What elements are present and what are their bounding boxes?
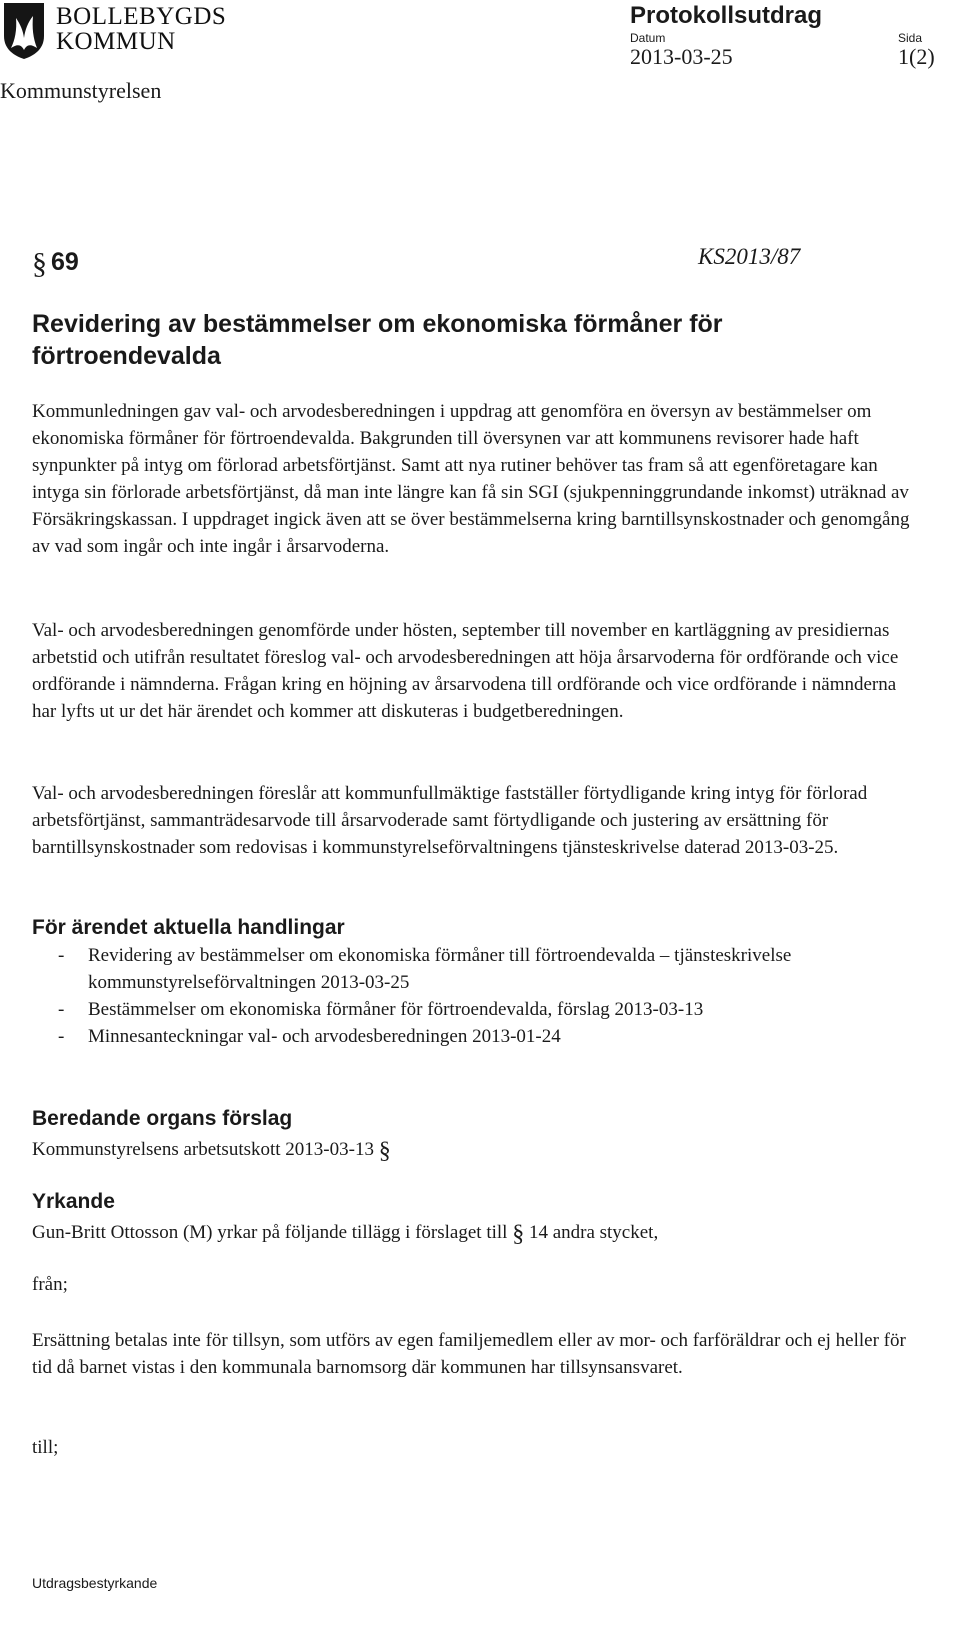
documents-list	[32, 942, 922, 1050]
department-name: Kommunstyrelsen	[0, 78, 162, 103]
section-sign: §	[32, 247, 47, 280]
case-number: KS2013/87	[698, 244, 801, 269]
section-number-value: 69	[51, 248, 79, 276]
list-bullet: -	[58, 999, 65, 1020]
claim-line	[32, 1218, 658, 1245]
logo-text-line2: KOMMUN	[56, 28, 176, 55]
municipality-logo	[0, 0, 225, 66]
municipal-shield-icon	[3, 2, 45, 60]
list-item	[32, 942, 922, 996]
paragraph-recommendation: Val- och arvodesberedningen föreslår att kommunfullmäktige fastställer förtydligande kring intyg för förlorad arbetsförtjänst, sammanträdesarvode till årsarvoderade samt förtydligande och justering av ersättning för barntillsynskostnader som redovisas i kommunstyrelseförvaltningens tjänsteskrivelse daterad 2013-03-25.	[32, 783, 868, 858]
list-item	[32, 996, 922, 1023]
to-label: till;	[32, 1437, 59, 1458]
proposal-heading: Beredande organs förslag	[32, 1107, 293, 1130]
compensation-paragraph: Ersättning betalas inte för tillsyn, som utförs av egen familjemedlem eller av mor- och farföräldrar och ej heller för tid då barnet vistas i den kommunala barnomsorg där kommunen har tillsynsansvaret.	[32, 1330, 906, 1378]
list-item-text: Bestämmelser om ekonomiska förmåner för förtroendevalda, förslag 2013-03-13	[88, 999, 704, 1020]
claim-section-sign: §	[512, 1221, 525, 1247]
list-bullet: -	[58, 945, 65, 966]
page-label: Sida	[898, 31, 923, 45]
documents-heading: För ärendet aktuella handlingar	[32, 916, 345, 939]
date-value: 2013-03-25	[630, 44, 733, 69]
section-number	[32, 244, 79, 278]
logo-text-line1: BOLLEBYGDS	[56, 3, 227, 30]
proposal-line	[32, 1135, 391, 1162]
claim-heading: Yrkande	[32, 1190, 115, 1213]
paragraph-background: Kommunledningen gav val- och arvodesberedningen i uppdrag att genomföra en översyn av bestämmelser om ekonomiska förmåner för förtroendevalda. Bakgrunden till översynen var att kommunens revisorer hade haft synpunkter på intyg om förlorad arbetsförtjänst. Samt att nya rutiner behöver tas fram så att egenföretagare kan intyga sin förlorade arbetsförtjänst, då man inte längre kan få sin SGI (sjukpenninggrundande inkomst) uträknad av Försäkringskassan. I uppdraget ingick även att se över bestämmelserna kring barntillsynskostnader och genomgång av vad som ingår och inte ingår i årsarvoderna.	[32, 401, 910, 557]
claim-text-before: Gun-Britt Ottosson (M) yrkar på följande tillägg i förslaget till	[32, 1222, 508, 1243]
document-type: Protokollsutdrag	[630, 2, 823, 29]
page-value: 1(2)	[898, 44, 935, 69]
footer-label: Utdragsbestyrkande	[32, 1575, 158, 1591]
date-label: Datum	[630, 31, 666, 45]
list-item	[32, 1023, 922, 1050]
proposal-section-sign: §	[378, 1138, 391, 1164]
list-item-text: Minnesanteckningar val- och arvodesberedningen 2013-01-24	[88, 1026, 561, 1047]
from-label: från;	[32, 1274, 68, 1295]
section-title: Revidering av bestämmelser om ekonomiska förmåner för förtroendevalda	[32, 310, 723, 370]
claim-text-after: 14 andra stycket,	[528, 1222, 659, 1243]
paragraph-survey: Val- och arvodesberedningen genomförde under hösten, september till november en kartläggning av presidiernas arbetstid och utifrån resultatet föreslog val- och arvodesberedningen att höja årsarvoderna för ordförande och vice ordförande i nämnderna. Frågan kring en höjning av årsarvodena till ordförande och vice ordförande i nämnderna har lyfts ut ur det här ärendet och kommer att diskuteras i budgetberedningen.	[32, 620, 899, 722]
proposal-text: Kommunstyrelsens arbetsutskott 2013-03-13	[32, 1139, 374, 1160]
list-bullet: -	[58, 1026, 65, 1047]
list-item-text: Revidering av bestämmelser om ekonomiska förmåner till förtroendevalda – tjänsteskrivelse kommunstyrelseförvaltningen 2013-03-25	[88, 945, 792, 993]
